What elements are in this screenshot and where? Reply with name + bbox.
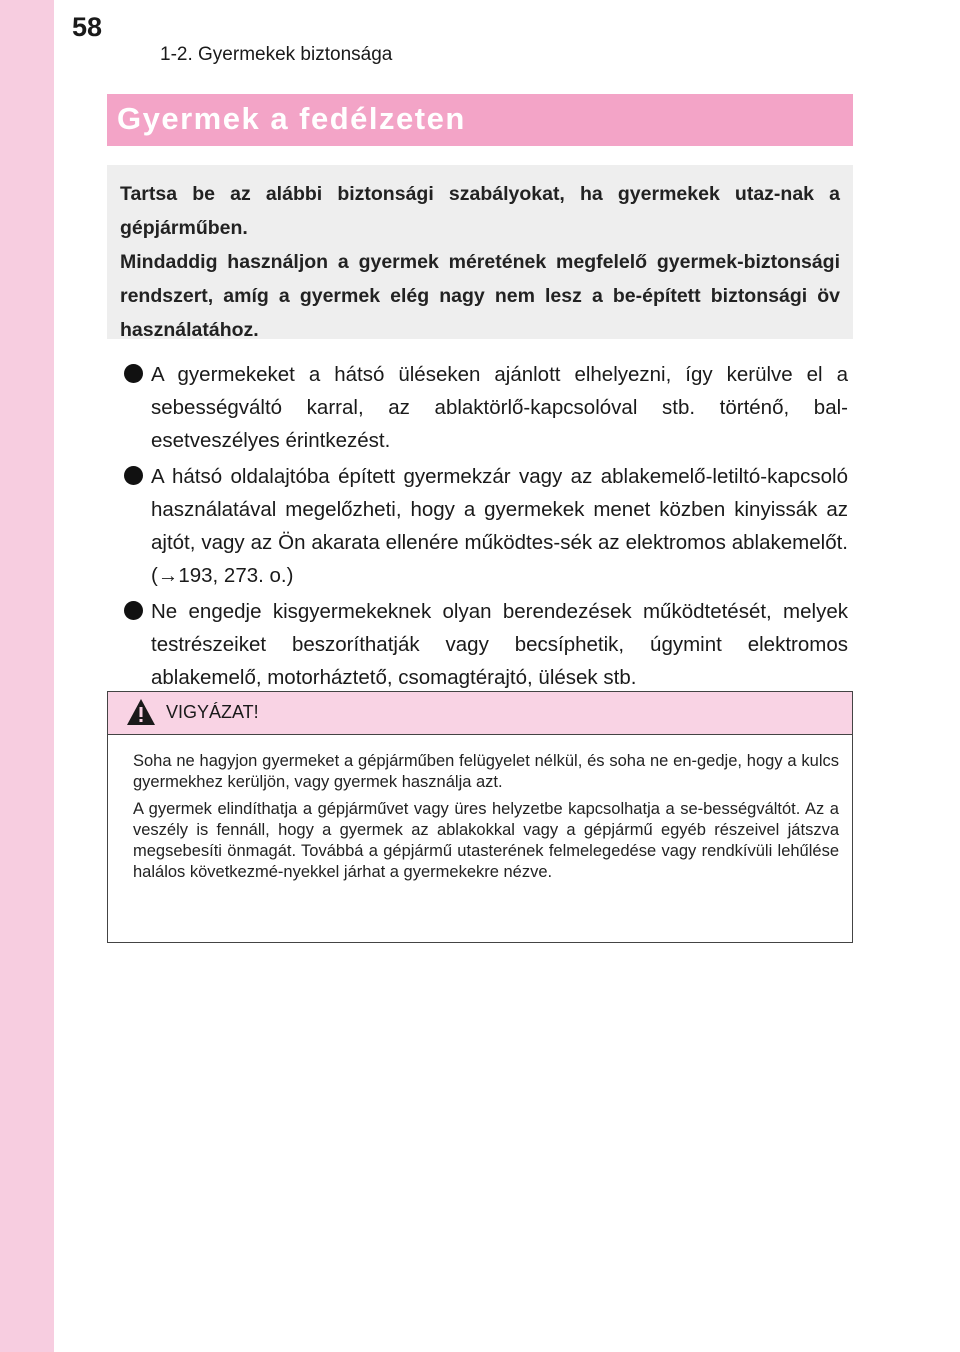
side-color-bar bbox=[0, 0, 54, 1352]
bullet-dot-icon bbox=[124, 466, 143, 485]
bullet-list bbox=[124, 358, 848, 697]
page-title: Gyermek a fedélzeten bbox=[117, 101, 466, 136]
bullet-item bbox=[124, 595, 848, 694]
bullet-item bbox=[124, 358, 848, 457]
warning-body bbox=[108, 735, 852, 883]
warning-header bbox=[108, 692, 852, 735]
intro-box bbox=[107, 165, 853, 339]
warning-paragraph: Soha ne hagyjon gyermeket a gépjárműben felügyelet nélkül, és soha ne en-gedje, hogy a kulcs gyermekhez kerüljön, vagy gyermek használja azt. bbox=[133, 752, 839, 791]
warning-triangle-icon bbox=[126, 698, 156, 726]
bullet-item bbox=[124, 460, 848, 592]
section-heading: 1-2. Gyermekek biztonsága bbox=[160, 44, 393, 65]
intro-paragraph: Mindaddig használjon a gyermek méretének megfelelő gyermek-biztonsági rendszert, amíg a gyermek elég nagy nem lesz a be-épített biztonsági öv használatához. bbox=[120, 251, 840, 341]
bullet-dot-icon bbox=[124, 601, 143, 620]
warning-box bbox=[107, 691, 853, 943]
bullet-text: A gyermekeket a hátsó üléseken ajánlott elhelyezni, így kerülve el a sebességváltó karral, az ablaktörlő-kapcsolóval stb. történő, bal-esetveszélyes érintkezést. bbox=[151, 363, 848, 452]
warning-paragraph: A gyermek elindíthatja a gépjárművet vagy üres helyzetbe kapcsolhatja a se-bességváltót. Az a veszély is fennáll, hogy a gyermek az ablakokkal vagy a gépjármű egyéb részeivel játszva megsebesíti önmagát. Továbbá a gépjármű utasterének felmelegedése vagy rendkívüli lehűlése halálos következmé-nyekkel járhat a gyermekekre nézve. bbox=[133, 800, 839, 881]
bullet-text: A hátsó oldalajtóba épített gyermekzár vagy az ablakemelő-letiltó-kapcsoló használatával megelőzheti, hogy a gyermekek menet közben kinyissák az ajtót, vagy az Ön akarata ellenére működtes-sék az elektromos ablakemelőt. (→193, 273. o.) bbox=[151, 465, 848, 587]
page-number: 58 bbox=[72, 12, 103, 42]
bullet-text: Ne engedje kisgyermekeknek olyan berendezések működtetését, melyek testrészeiket beszoríthatják vagy becsíphetik, úgymint elektromos ablakemelő, motorháztető, csomagtérajtó, ülések stb. bbox=[151, 600, 848, 689]
bullet-dot-icon bbox=[124, 364, 143, 383]
intro-paragraph: Tartsa be az alábbi biztonsági szabályokat, ha gyermekek utaz-nak a gépjárműben. bbox=[120, 183, 840, 239]
title-banner bbox=[107, 94, 853, 146]
warning-label: VIGYÁZAT! bbox=[166, 702, 259, 722]
